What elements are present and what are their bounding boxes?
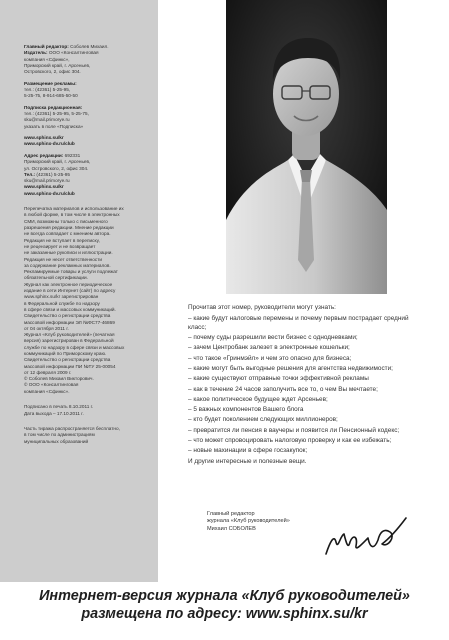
signature-name: Михаил СОБОЛЕВ: [207, 525, 256, 532]
legal-line: за содержание рекламных материалов.: [24, 262, 111, 268]
website-link: www.sphinx-dv.ru/club: [24, 190, 75, 196]
legal-line: © ООО «Консалтинговая: [24, 382, 79, 388]
banner-line: Интернет-версия журнала «Клуб руководителей»: [39, 588, 410, 604]
address-line: ул. Островского, 2, офис 304.: [24, 165, 89, 171]
intro-topic: – новые махинации в сфере госзакупок;: [188, 447, 308, 455]
imprint-web-block: [24, 135, 150, 148]
legal-line: в Федеральной службе по надзору: [24, 300, 100, 306]
intro-topic: – какое политическое будущее ждет Арсеньев;: [188, 395, 328, 403]
publisher-line: ООО «Консалтинговая: [47, 50, 99, 56]
online-version-banner: [0, 582, 449, 640]
legal-line: в сфере связи и массовых коммуникаций.: [24, 306, 116, 312]
imprint-ads-block: [24, 81, 150, 100]
email-address: sku@mail.primorye.ru: [24, 178, 70, 184]
intro-topic: – 5 важных компонентов Вашего блога: [188, 406, 304, 414]
publisher-label: Издатель:: [24, 50, 48, 56]
issue-intro: [188, 304, 428, 466]
legal-line: не всегда совпадает с мнением автора.: [24, 231, 111, 237]
subscription-line: тел.: (42361) 5-25-95, 5-25-75,: [24, 111, 89, 117]
intro-topic: – что такое «Гринмэйл» и чем это опасно для бизнеса;: [188, 354, 352, 362]
release-date: Дата выхода – 17.10.2011 г.: [24, 410, 84, 416]
legal-line: Журнал как электронное периодическое: [24, 281, 113, 287]
editor-label: Главный редактор:: [24, 44, 69, 49]
ads-label: Размещение рекламы:: [24, 80, 77, 86]
phone-label: Тел.:: [24, 171, 36, 177]
legal-line: Перепечатка материалов и использование их: [24, 206, 124, 212]
ads-line: 5-25-75, 8-914-685-50-50: [24, 93, 78, 99]
legal-line: Свидетельство о регистрации средства: [24, 357, 111, 363]
intro-topic: – зачем Центробанк залезет в электронные кошельки;: [188, 344, 350, 352]
legal-line: издание в сети Интернет (сайт) по адресу: [24, 288, 116, 294]
handwritten-signature: [320, 512, 412, 562]
intro-topic: – какие существуют отправные точки эффективной рекламы: [188, 375, 369, 383]
publisher-line: Островского, 2, офис 304.: [24, 69, 81, 75]
publisher-line: Приморский край, г. Арсеньев,: [24, 62, 91, 68]
subscription-line: указать в поле «Подписка»: [24, 123, 84, 129]
editor-portrait: [226, 0, 387, 294]
publisher-line: компания «Сфинкс»,: [24, 56, 70, 62]
address-line: Приморский край, г. Арсеньев,: [24, 159, 91, 165]
intro-topic: – как в течение 24 часов заполучить все то, о чем Вы мечтаете;: [188, 385, 378, 393]
legal-line: Журнал «Клуб руководителей» (печатная: [24, 332, 115, 338]
legal-line: от 12 февраля 2009 г.: [24, 369, 72, 375]
subscription-line: sku@mail.primorye.ru: [24, 117, 70, 123]
signature-role: Главный редактор: [207, 511, 255, 517]
website-link: www.sphinx-dv.ru/club: [24, 141, 75, 147]
legal-line: коммуникаций по Приморскому краю.: [24, 351, 107, 356]
imprint-legal-block: [24, 206, 150, 395]
distribution-line: Часть тиража распространяется бесплатно,: [24, 426, 120, 432]
intro-closing: И другие интересные и полезные вещи.: [188, 457, 307, 465]
editor-signature-block: [207, 511, 290, 533]
intro-topic: – почему суды разрешили вести бизнес с однодневками;: [188, 334, 358, 342]
legal-line: Рекламируемые товары и услуги подлежат: [24, 269, 118, 275]
address-label: Адрес редакции:: [24, 152, 64, 158]
legal-line: Свидетельство о регистрации средства: [24, 313, 111, 319]
intro-topic: – превратится ли пенсия в ваучеры и появится ли Пенсионный кодекс;: [188, 426, 400, 434]
imprint-dates-block: [24, 404, 150, 417]
distribution-line: в том числе по администрациям: [24, 432, 95, 438]
editor-name: Соболев Михаил.: [68, 44, 109, 49]
legal-line: Редакция не вступает в переписку,: [24, 237, 100, 243]
legal-line: в любой форме, в том числе в электронных: [24, 212, 120, 218]
intro-topic: – какие могут быть выгодные решения для агентства недвижимости;: [188, 365, 393, 372]
intro-topic-list: [188, 315, 428, 455]
signature-role: журнала «Клуб руководителей»: [207, 518, 290, 525]
signed-date: Подписано в печать 8.10.2011 г.: [24, 404, 94, 410]
legal-line: не заказанные рукописи и иллюстрации.: [24, 250, 113, 256]
legal-line: версия) зарегистрирован в Федеральной: [24, 338, 114, 344]
intro-lead: Прочитав этот номер, руководители могут узнать:: [188, 304, 336, 311]
address-line: 692331: [63, 152, 81, 158]
legal-line: компания «Сфинкс».: [24, 388, 70, 394]
legal-line: СМИ, возможны только с письменного: [24, 218, 108, 224]
intro-topic: – что может спровоцировать налоговую проверку и как ее избежать;: [188, 437, 392, 445]
banner-line: размещена по адресу: www.sphinx.su/kr: [81, 606, 368, 622]
imprint-distribution-block: [24, 426, 150, 445]
portrait-illustration: [226, 0, 387, 294]
legal-line: © Соболев Михаил Викторович.: [24, 376, 94, 382]
ads-line: тел.: (42361) 5-25-95,: [24, 86, 71, 92]
imprint-address-block: [24, 153, 150, 197]
legal-line: не рецензирует и не возвращает: [24, 243, 96, 249]
distribution-line: муниципальных образований: [24, 438, 89, 444]
intro-topic: – какие будут налоговые перемены и почему первым пострадает средний класс;: [188, 315, 409, 331]
intro-topic: – кто будет поколением следующих миллионеров;: [188, 416, 338, 424]
imprint-publisher-block: [24, 44, 150, 75]
imprint-subscription-block: [24, 105, 150, 130]
legal-line: разрешения редакции. Мнение редакции: [24, 225, 114, 231]
subscription-label: Подписка редакционная:: [24, 104, 83, 110]
phone-value: (42361) 5-25-95: [35, 171, 70, 177]
website-link: www.sphinx.su/kr: [24, 184, 64, 190]
legal-line: обязательной сертификации.: [24, 275, 88, 281]
legal-line: www.sphinx.su/kr зарегистрирован: [24, 294, 99, 300]
legal-line: массовой информации ПИ №ТУ 25-00054: [24, 363, 116, 369]
legal-line: Редакция не несет ответственности: [24, 256, 102, 262]
imprint-sidebar: [0, 0, 158, 582]
legal-line: службе по надзору в сфере связи и массовых: [24, 344, 125, 350]
legal-line: от 04 октября 2011 г.: [24, 325, 69, 331]
legal-line: массовой информации ЭЛ №ФС77-46869: [24, 319, 115, 325]
website-link: www.sphinx.su/kr: [24, 135, 64, 141]
